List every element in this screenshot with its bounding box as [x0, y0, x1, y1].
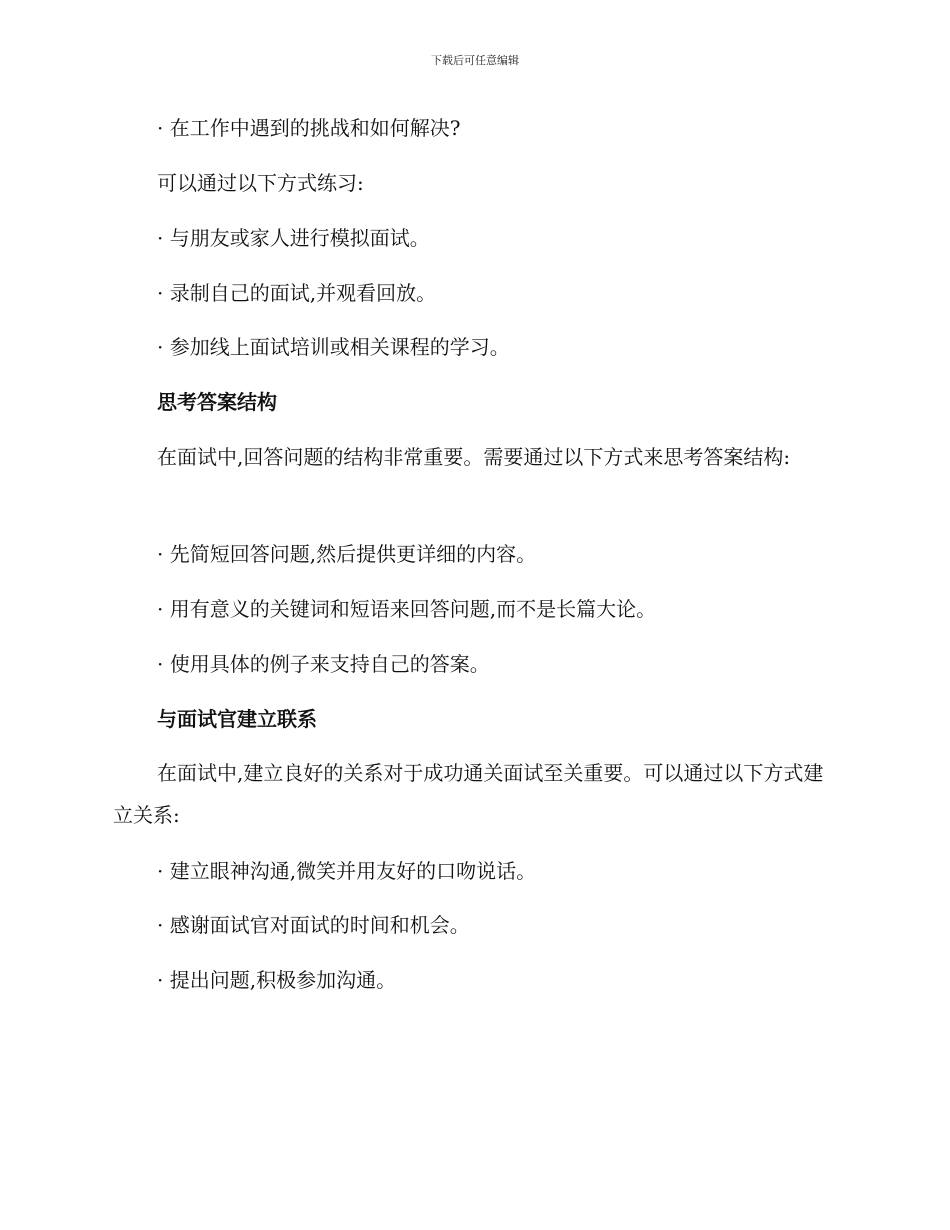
section-paragraph-answer-structure: 在面试中,回答问题的结构非常重要。需要通过以下方式来思考答案结构: [157, 445, 791, 469]
practice-item: · 录制自己的面试,并观看回放。 [157, 281, 437, 305]
structure-item: · 先简短回答问题,然后提供更详细的内容。 [157, 542, 537, 566]
bullet-item-challenge: · 在工作中遇到的挑战和如何解决? [157, 116, 461, 140]
structure-item: · 使用具体的例子来支持自己的答案。 [157, 652, 490, 676]
structure-item: · 用有意义的关键词和短语来回答问题,而不是长篇大论。 [157, 597, 657, 621]
practice-item: · 参加线上面试培训或相关课程的学习。 [157, 335, 510, 359]
rapport-item: · 提出问题,积极参加沟通。 [157, 968, 397, 992]
practice-item: · 与朋友或家人进行模拟面试。 [157, 226, 430, 250]
practice-intro: 可以通过以下方式练习: [157, 171, 364, 195]
rapport-item: · 建立眼神沟通,微笑并用友好的口吻说话。 [157, 859, 537, 883]
page-header: 下载后可任意编辑 [431, 54, 519, 67]
rapport-item: · 感谢面试官对面试的时间和机会。 [157, 913, 470, 937]
section-heading-rapport: 与面试官建立联系 [157, 707, 317, 731]
section-paragraph-rapport: 在面试中,建立良好的关系对于成功通关面试至关重要。可以通过以下方式建立关系: [113, 761, 824, 827]
section-heading-answer-structure: 思考答案结构 [157, 390, 277, 414]
